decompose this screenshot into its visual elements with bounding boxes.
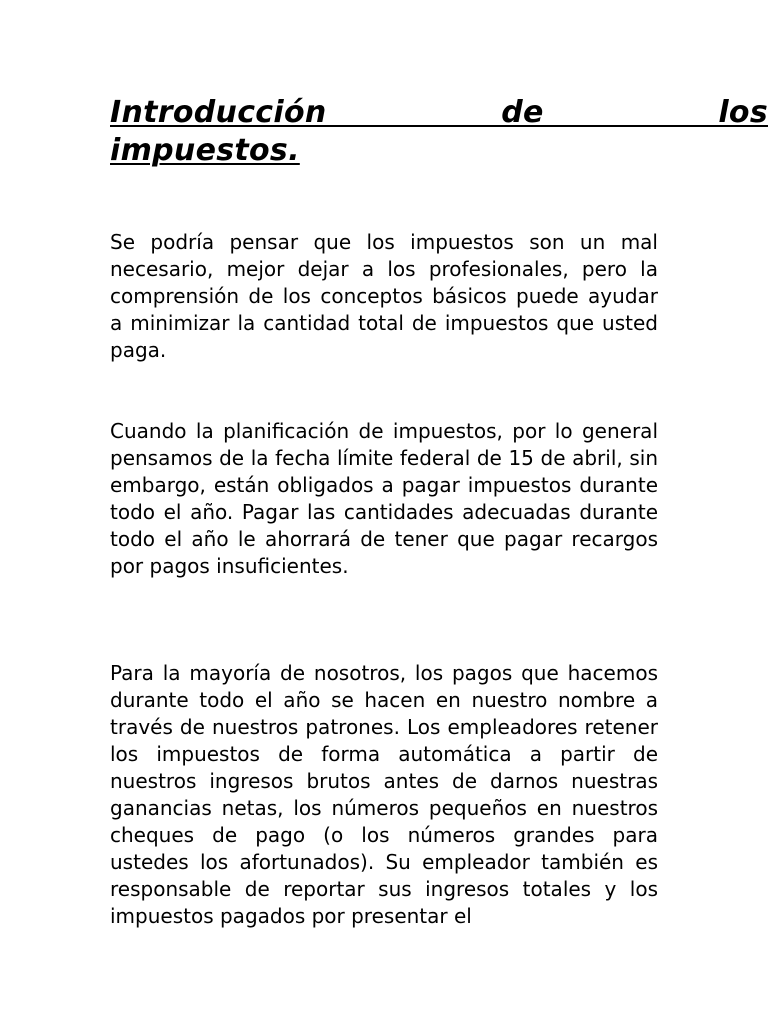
document-title-line-1: Introducción de los [110,95,768,130]
paragraph-2: Cuando la planificación de impuestos, por lo general pensamos de la fecha límite federal de 15 de abril, sin embargo, están obligados a pagar impuestos durante todo el año. Pagar las cantidades adecuadas durante todo el año le ahorrará de tener que pagar recargos por pagos insuficientes. [110,419,658,578]
document-title [110,94,768,170]
paragraph-3: Para la mayoría de nosotros, los pagos que hacemos durante todo el año se hacen en nuestro nombre a través de nuestros patrones. Los empleadores retener los impuestos de forma automática a partir de nuestros ingresos brutos antes de darnos nuestras ganancias netas, los números pequeños en nuestros cheques de pago (o los números grandes para ustedes los afortunados). Su empleador también es responsable de reportar sus ingresos totales y los impuestos pagados por presentar el [110,661,658,928]
paragraph-1: Se podría pensar que los impuestos son un mal necesario, mejor dejar a los profesionales, pero la comprensión de los conceptos básicos puede ayudar a minimizar la cantidad total de impuestos que usted paga. [110,230,658,362]
document-title-line-2: impuestos. [110,133,300,168]
